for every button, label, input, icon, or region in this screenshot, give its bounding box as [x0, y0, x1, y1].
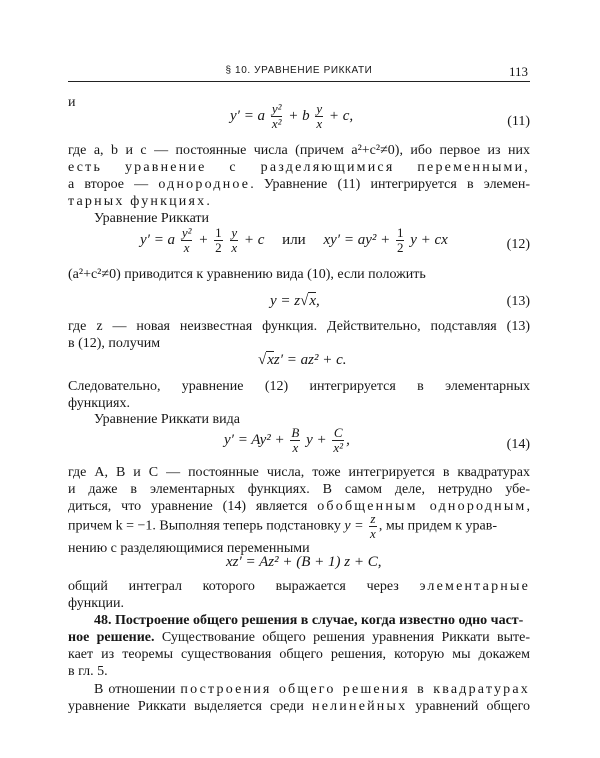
fraction	[271, 102, 283, 131]
text-line: Следовательно, уравнение (12) интегрируется в элементарных	[68, 379, 530, 394]
section-title: § 10. УРАВНЕНИЕ РИККАТИ	[225, 65, 373, 76]
denominator: x	[370, 526, 376, 541]
text-line: где A, B и C — постоянные числа, тоже интегрируется в квадратурах	[68, 465, 530, 480]
denominator: x	[231, 240, 238, 255]
denominator: x	[316, 116, 323, 131]
numerator: 1	[215, 225, 222, 240]
text-line: Уравнение Риккати	[94, 211, 210, 226]
text-span: однородное	[158, 177, 251, 192]
text-span: уравнение Риккати выделяется среди	[68, 699, 313, 714]
equation-number: (13)	[506, 294, 530, 309]
text-line: и	[68, 95, 76, 110]
numerator: C	[333, 425, 343, 440]
equation-number: (14)	[506, 437, 530, 452]
eq-part: y +	[306, 431, 327, 448]
text-span: обобщенным однородным	[317, 499, 527, 514]
denominator: x	[183, 240, 190, 255]
equation-substituted: √xz′ = az² + c.	[258, 352, 347, 368]
text-span: , мы придем к урав-	[378, 518, 498, 534]
text-span: . Уравнение (11) интегрируется в элемен-	[250, 177, 530, 192]
equation-separable: xz′ = Az² + (B + 1) z + C,	[226, 554, 382, 570]
text-span: ,	[526, 499, 530, 514]
running-header	[68, 64, 530, 80]
text-span: уравнений общего	[407, 699, 530, 714]
denominator: x	[292, 440, 299, 455]
text-line	[68, 698, 530, 715]
numerator: y	[316, 101, 323, 116]
eq-part: или	[282, 231, 306, 248]
page-number: 113	[508, 64, 528, 79]
text-span: общий интеграл которого выражается через	[68, 579, 420, 594]
text-line	[68, 511, 530, 541]
text-span: ное решение.	[68, 630, 155, 645]
text-line: (a²+c²≠0) приводится к уравнению вида (10), если положить	[68, 267, 426, 282]
header-rule	[68, 81, 530, 82]
eq-part: y′ = a	[230, 107, 266, 124]
text-line: в гл. 5.	[68, 664, 108, 679]
text-line	[94, 681, 530, 698]
text-line	[68, 629, 530, 646]
equation-number: (12)	[506, 237, 530, 252]
eq-part: y = z	[270, 293, 301, 309]
eq-part: + c	[243, 231, 265, 248]
equation-number: (11)	[507, 114, 530, 129]
eq-part: +	[198, 231, 209, 248]
fraction	[290, 426, 300, 455]
numerator: B	[291, 425, 300, 440]
text-line: Уравнение Риккати вида	[94, 412, 240, 427]
eq-part: ,	[346, 431, 350, 448]
eq-part: z′ = az² + c.	[273, 352, 347, 368]
numerator: y²	[271, 101, 282, 116]
text-line: где z — новая неизвестная функция. Действительно, подставляя (13)	[68, 319, 530, 334]
text-line: нению с разделяющимися переменными	[68, 541, 310, 556]
numerator: z	[370, 511, 376, 526]
fraction	[230, 226, 238, 255]
text-span: элементарные	[419, 579, 530, 594]
equation-14	[224, 426, 350, 455]
fraction	[315, 102, 323, 131]
text-line: в (12), получим	[68, 336, 161, 351]
fraction	[332, 426, 344, 455]
text-line: кает из теоремы существования общего решения, которую мы докажем	[68, 647, 530, 662]
eq-part: y =	[344, 518, 364, 534]
text-span: нелинейных	[312, 699, 408, 714]
equation-13: y = z√x,	[270, 293, 320, 309]
denominator: x²	[271, 116, 282, 131]
fraction	[396, 226, 405, 255]
eq-part: + b	[288, 107, 310, 124]
text-span: диться, что уравнение (14) является	[68, 499, 318, 514]
eq-part: + c,	[328, 107, 354, 124]
text-line: тарных функциях.	[68, 194, 213, 209]
text-line: где a, b и c — постоянные числа (причем a²+c²≠0), ибо первое из них	[68, 143, 530, 158]
text-span: построения общего решения в квадратурах	[180, 682, 530, 697]
text-line: функциях.	[68, 396, 130, 411]
text-line	[68, 176, 530, 193]
text-span: В отношении	[94, 682, 181, 697]
fraction	[369, 512, 377, 541]
numerator: y	[231, 225, 238, 240]
denominator: x²	[333, 440, 344, 455]
text-line: функции.	[68, 596, 124, 611]
denominator: 2	[215, 240, 222, 255]
equation-12	[140, 226, 448, 255]
text-span: причем k = −1. Выполняя теперь подстановку	[68, 518, 341, 534]
sqrt-radicand: x	[267, 352, 274, 368]
eq-part: ,	[316, 293, 320, 309]
denominator: 2	[396, 240, 404, 255]
text-span: Существование общего решения уравнения Риккати выте-	[154, 630, 530, 645]
eq-part: y + cx	[410, 231, 448, 248]
equation-11	[230, 102, 353, 131]
fraction	[214, 226, 223, 255]
numerator: 1	[396, 225, 404, 240]
eq-part: y′ = Ay² +	[224, 431, 285, 448]
section-heading: 48. Построение общего решения в случае, когда известно одно част-	[94, 613, 524, 628]
text-line	[68, 578, 530, 595]
eq-part: xy′ = ay² +	[323, 231, 391, 248]
text-line: и даже в элементарных функциях. В самом деле, нетрудно убе-	[68, 482, 530, 497]
text-span: а второе —	[68, 177, 159, 192]
sqrt-radicand: x	[309, 293, 317, 309]
fraction	[181, 226, 193, 255]
eq-part: y′ = a	[140, 231, 176, 248]
numerator: y²	[181, 225, 192, 240]
text-line: есть уравнение с разделяющимися переменными,	[68, 160, 530, 175]
